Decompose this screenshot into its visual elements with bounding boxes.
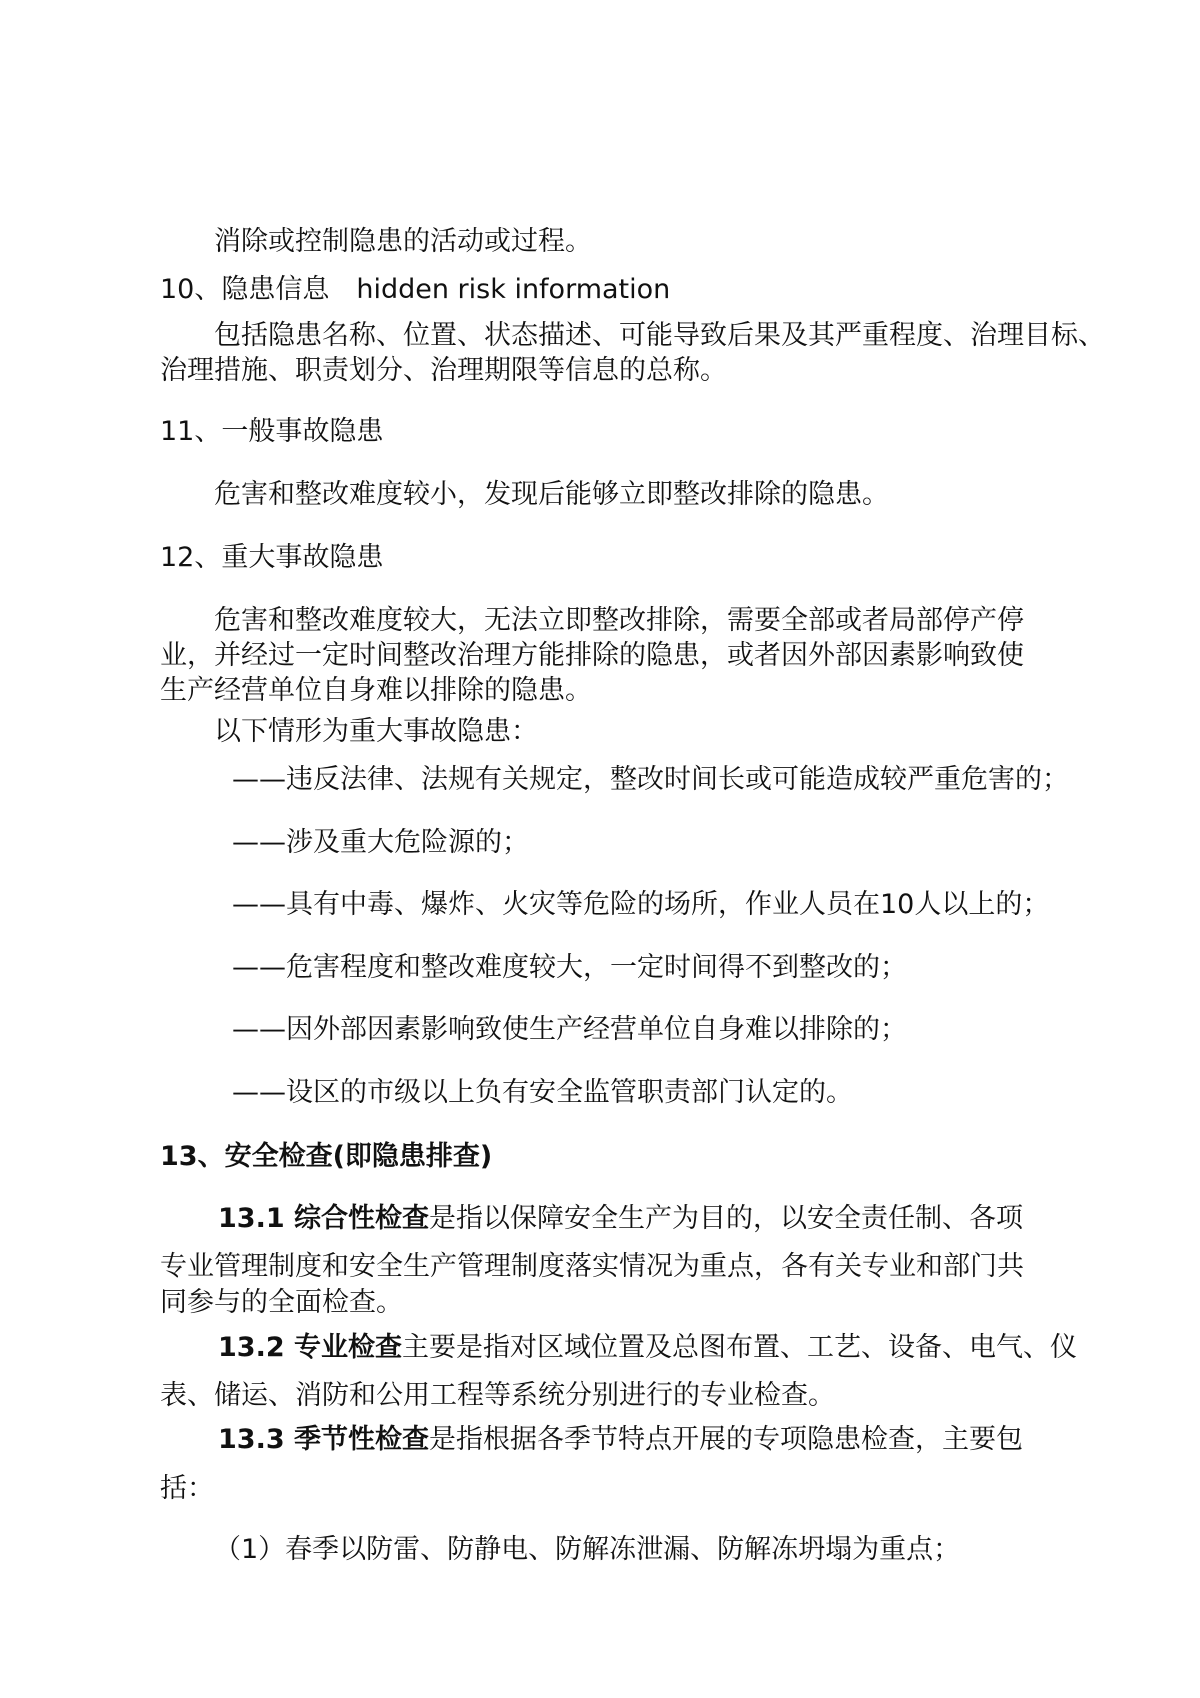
list-item: ——因外部因素影响致使生产经营单位自身难以排除的；: [232, 1014, 907, 1045]
paragraph-text: 是指根据各季节特点开展的专项隐患检查，主要包: [429, 1424, 1024, 1455]
paragraph-line: 表、储运、消防和公用工程等系统分别进行的专业检查。: [160, 1380, 835, 1411]
list-item: ——具有中毒、爆炸、火灾等危险的场所，作业人员在10人以上的；: [232, 889, 1050, 920]
subsection-heading-13-3: 13.3 季节性检查: [218, 1424, 430, 1455]
section-heading-10: 10、隐患信息 hidden risk information: [160, 274, 671, 305]
paragraph-line: 消除或控制隐患的活动或过程。: [214, 226, 592, 257]
paragraph-line: 以下情形为重大事故隐患：: [214, 716, 538, 747]
section-heading-12: 12、重大事故隐患: [160, 542, 384, 573]
paragraph-line: 危害和整改难度较小，发现后能够立即整改排除的隐患。: [214, 479, 889, 510]
list-item: （1）春季以防雷、防静电、防解冻泄漏、防解冻坍塌为重点；: [214, 1534, 961, 1565]
list-item: ——危害程度和整改难度较大，一定时间得不到整改的；: [232, 952, 907, 983]
section-heading-13: 13、安全检查(即隐患排查): [160, 1141, 493, 1172]
paragraph-line: [218, 1330, 1077, 1366]
list-item: ——设区的市级以上负有安全监管职责部门认定的。: [232, 1077, 853, 1108]
section-heading-11: 11、一般事故隐患: [160, 416, 384, 447]
paragraph-line: 危害和整改难度较大，无法立即整改排除，需要全部或者局部停产停: [214, 605, 1024, 636]
paragraph-line: [218, 1422, 1023, 1458]
subsection-heading-13-1: 13.1 综合性检查: [218, 1203, 430, 1234]
paragraph-line: 业，并经过一定时间整改治理方能排除的隐患，或者因外部因素影响致使: [160, 640, 1024, 671]
paragraph-line: [218, 1201, 1023, 1237]
subsection-heading-13-2: 13.2 专业检查: [218, 1332, 403, 1363]
paragraph-line: 同参与的全面检查。: [160, 1287, 403, 1318]
paragraph-line: 治理措施、职责划分、治理期限等信息的总称。: [160, 355, 727, 386]
list-item: ——违反法律、法规有关规定，整改时间长或可能造成较严重危害的；: [232, 764, 1069, 795]
paragraph-text: 是指以保障安全生产为目的，以安全责任制、各项: [429, 1203, 1024, 1234]
paragraph-text: 主要是指对区域位置及总图布置、工艺、设备、电气、仪: [402, 1332, 1078, 1363]
paragraph-line: 包括隐患名称、位置、状态描述、可能导致后果及其严重程度、治理目标、: [214, 320, 1105, 351]
paragraph-line: 专业管理制度和安全生产管理制度落实情况为重点，各有关专业和部门共: [160, 1251, 1024, 1282]
paragraph-line: 括：: [160, 1473, 214, 1504]
paragraph-line: 生产经营单位自身难以排除的隐患。: [160, 675, 592, 706]
list-item: ——涉及重大危险源的；: [232, 827, 529, 858]
